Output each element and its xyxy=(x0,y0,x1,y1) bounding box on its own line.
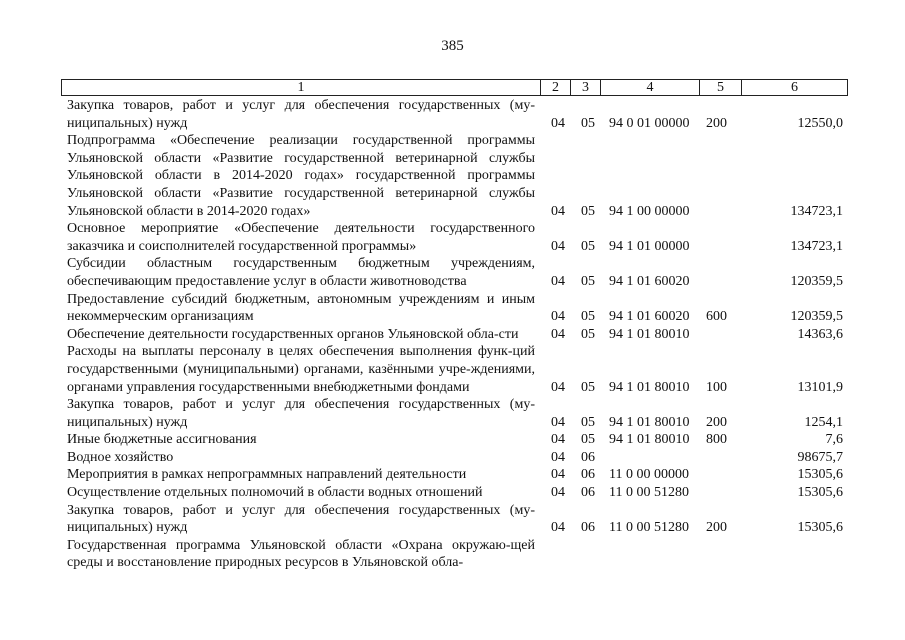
table-row xyxy=(0,431,905,449)
table-row xyxy=(0,255,905,290)
table-row xyxy=(0,220,905,255)
row-expense-type: 200 xyxy=(706,115,727,131)
row-target-code: 94 1 01 60020 xyxy=(609,273,690,289)
page-number: 385 xyxy=(441,38,464,54)
column-header-row xyxy=(62,80,848,96)
row-section: 04 xyxy=(551,467,565,483)
column-header-table xyxy=(61,79,848,96)
row-amount: 15305,6 xyxy=(797,485,843,501)
row-target-code: 94 1 01 80010 xyxy=(609,379,690,395)
row-amount: 15305,6 xyxy=(797,520,843,536)
row-expense-type: 800 xyxy=(706,432,727,448)
row-target-code: 94 1 01 80010 xyxy=(609,414,690,430)
row-section: 04 xyxy=(551,203,565,219)
table-row xyxy=(0,502,905,537)
row-expense-type: 200 xyxy=(706,414,727,430)
table-row xyxy=(0,326,905,344)
row-amount: 134723,1 xyxy=(790,238,843,254)
row-description: Предоставление субсидий бюджетным, автономным учреждениям и иным некоммерческим организациям xyxy=(67,291,535,325)
row-amount: 12550,0 xyxy=(797,115,843,131)
column-header-3: 3 xyxy=(571,80,601,96)
row-amount: 15305,6 xyxy=(797,467,843,483)
row-description: Мероприятия в рамках непрограммных направлений деятельности xyxy=(67,467,467,483)
row-description: Закупка товаров, работ и услуг для обеспечения государственных (му-ниципальных) нужд xyxy=(67,397,535,430)
table-row xyxy=(0,396,905,431)
row-description: Закупка товаров, работ и услуг для обеспечения государственных (му-ниципальных) нужд xyxy=(67,98,535,131)
row-amount: 98675,7 xyxy=(797,449,843,465)
row-description: Расходы на выплаты персоналу в целях обеспечения выполнения функ-ций государственными (муниципальными) органами, казёнными учре-ждениями, органами управления государственными внебюджетными фондами xyxy=(67,344,535,395)
column-header-5: 5 xyxy=(700,80,742,96)
row-subsection: 05 xyxy=(581,414,595,430)
row-section: 04 xyxy=(551,115,565,131)
row-section: 04 xyxy=(551,273,565,289)
table-row xyxy=(0,449,905,467)
row-description: Иные бюджетные ассигнования xyxy=(67,432,257,448)
row-description: Водное хозяйство xyxy=(67,449,174,465)
column-header-4: 4 xyxy=(601,80,700,96)
row-amount: 120359,5 xyxy=(790,273,843,289)
row-subsection: 05 xyxy=(581,238,595,254)
table-row xyxy=(0,132,905,220)
row-target-code: 94 1 01 80010 xyxy=(609,326,690,342)
row-description: Государственная программа Ульяновской области «Охрана окружаю-щей среды и восстановление природных ресурсов в Ульяновской обла- xyxy=(67,537,535,571)
row-subsection: 05 xyxy=(581,203,595,219)
row-subsection: 05 xyxy=(581,326,595,342)
row-description: Основное мероприятие «Обеспечение деятельности государственного заказчика и соисполнителей государственной программы» xyxy=(67,221,535,254)
table-row xyxy=(0,466,905,484)
row-expense-type: 600 xyxy=(706,309,727,325)
table-row xyxy=(0,97,905,132)
row-subsection: 06 xyxy=(581,449,595,465)
row-target-code: 94 0 01 00000 xyxy=(609,115,690,131)
row-subsection: 05 xyxy=(581,273,595,289)
row-target-code: 94 1 01 80010 xyxy=(609,432,690,448)
row-description: Осуществление отдельных полномочий в области водных отношений xyxy=(67,485,483,501)
row-amount: 120359,5 xyxy=(790,309,843,325)
row-subsection: 06 xyxy=(581,520,595,536)
row-section: 04 xyxy=(551,238,565,254)
row-amount: 134723,1 xyxy=(790,203,843,219)
column-header-2: 2 xyxy=(541,80,571,96)
row-amount: 13101,9 xyxy=(797,379,843,395)
row-section: 04 xyxy=(551,449,565,465)
row-subsection: 05 xyxy=(581,309,595,325)
row-target-code: 94 1 01 60020 xyxy=(609,309,690,325)
row-section: 04 xyxy=(551,379,565,395)
row-description: Обеспечение деятельности государственных органов Ульяновской обла-сти xyxy=(67,326,519,342)
column-header-6: 6 xyxy=(742,80,848,96)
row-expense-type: 200 xyxy=(706,520,727,536)
row-section: 04 xyxy=(551,432,565,448)
table-body xyxy=(0,97,905,572)
row-target-code: 94 1 00 00000 xyxy=(609,203,690,219)
row-subsection: 06 xyxy=(581,485,595,501)
row-target-code: 94 1 01 00000 xyxy=(609,238,690,254)
row-description: Закупка товаров, работ и услуг для обеспечения государственных (му-ниципальных) нужд xyxy=(67,502,535,536)
row-subsection: 05 xyxy=(581,379,595,395)
row-section: 04 xyxy=(551,485,565,501)
row-amount: 7,6 xyxy=(825,432,843,448)
row-section: 04 xyxy=(551,520,565,536)
column-header-1: 1 xyxy=(62,80,541,96)
row-subsection: 05 xyxy=(581,115,595,131)
row-section: 04 xyxy=(551,309,565,325)
row-expense-type: 100 xyxy=(706,379,727,395)
table-row xyxy=(0,291,905,326)
table-row xyxy=(0,537,905,572)
row-section: 04 xyxy=(551,326,565,342)
row-target-code: 11 0 00 51280 xyxy=(609,520,689,536)
row-description: Подпрограмма «Обеспечение реализации государственной программы Ульяновской области «Развитие государственной ветеринарной службы Ульяновской области в 2014-2020 годах» государственной программы Ульяновской области «Развитие государственной ветеринарной службы Ульяновской области в 2014-2020 годах» xyxy=(67,133,535,219)
table-row xyxy=(0,484,905,502)
row-description: Субсидии областным государственным бюджетным учреждениям, обеспечивающим предоставление услуг в области животноводства xyxy=(67,256,535,289)
row-subsection: 05 xyxy=(581,432,595,448)
row-amount: 1254,1 xyxy=(804,414,843,430)
row-section: 04 xyxy=(551,414,565,430)
row-target-code: 11 0 00 51280 xyxy=(609,485,689,501)
row-amount: 14363,6 xyxy=(797,326,843,342)
table-row xyxy=(0,343,905,396)
row-subsection: 06 xyxy=(581,467,595,483)
row-target-code: 11 0 00 00000 xyxy=(609,467,689,483)
